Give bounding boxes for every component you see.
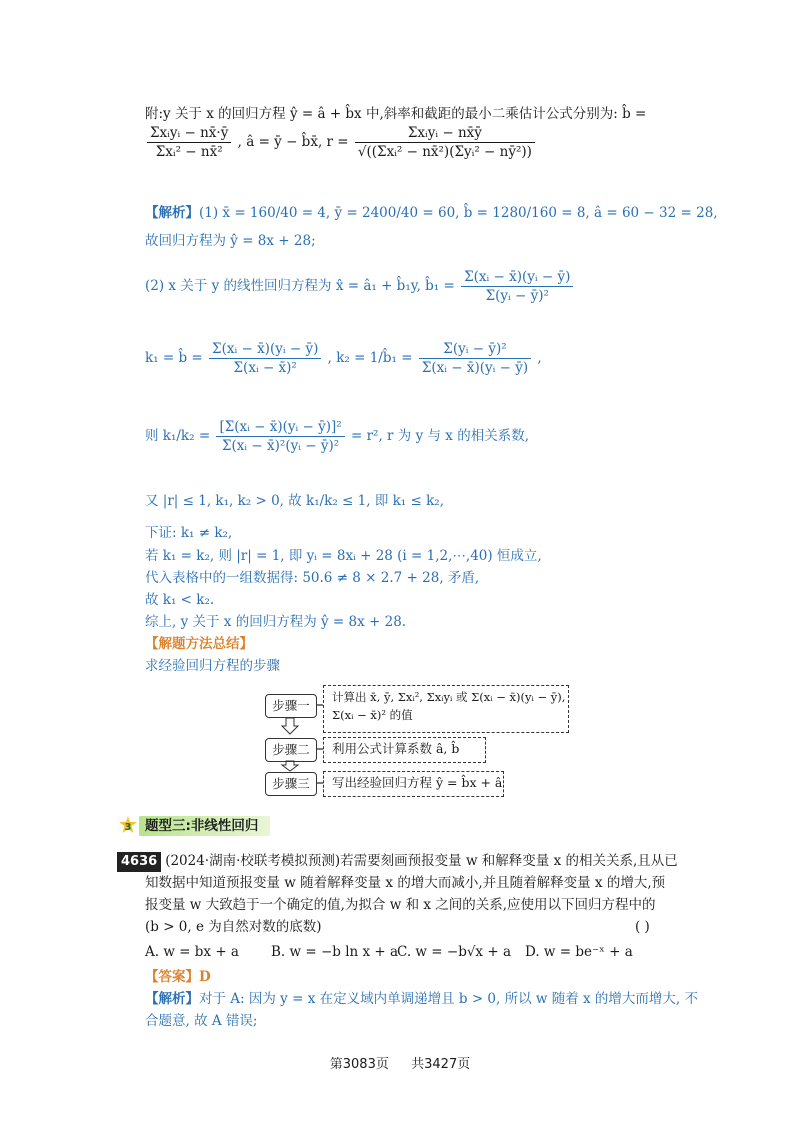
section-header [117,815,270,837]
question-line-1-text: (2024·湖南·校联考模拟预测)若需要刻画预报变量 w 和解释变量 x 的相关关系,且从已 [165,853,678,869]
solution-line-1 [145,202,718,224]
slope-fraction [147,124,231,161]
k-definitions [145,340,688,396]
intercept-formula: , â = ȳ − b̂x̄, r = [237,134,349,150]
k2-fraction [419,340,531,377]
down-arrow-icon-2 [282,761,298,771]
k2-label: , k₂ = 1/b̂₁ = [327,350,413,366]
solution-line-prove: 下证: k₁ ≠ k₂, [145,525,233,541]
k1-denominator: Σ(xᵢ − x̄)² [233,360,297,376]
step-3-desc: 写出经验回归方程 ŷ = b̂x + â [323,771,504,797]
ratio-fraction [216,418,344,455]
solution-line-so: 故 k₁ < k₂. [145,592,215,608]
solution-line-abs: 又 |r| ≤ 1, k₁, k₂ > 0, 故 k₁/k₂ ≤ 1, 即 k₁ ≤ k₂, [145,493,444,509]
r-fraction [355,124,535,161]
analysis-line-1 [145,988,699,1010]
question-line-4 [145,916,688,938]
step-1-desc [323,685,569,733]
question-line-1 [117,850,688,872]
appendix-intro-text: 附:y 关于 x 的回归方程 ŷ = â + b̂x 中,斜率和截距的最小二乘估计公式分别为: b̂ = [145,106,647,122]
analysis-line-2: 合题意, 故 A 错误; [145,1013,258,1029]
step-2-box: 步骤二 [265,738,317,762]
section-badge-number: 3 [124,822,132,833]
b1-denominator: Σ(yᵢ − ȳ)² [485,288,549,304]
k2-post: , [537,350,542,366]
ratio-post: = r², r 为 y 与 x 的相关系数, [351,428,529,444]
ratio-numerator: [Σ(xᵢ − x̄)(yᵢ − ȳ)]² [216,418,344,437]
answer-paren: ( ) [635,919,650,935]
method-title: 求经验回归方程的步骤 [145,658,280,674]
step-3-box: 步骤三 [265,772,317,796]
k1-label: k₁ = b̂ = [145,350,203,366]
option-a: A. w = bx + a [145,944,239,960]
solution-line-sub: 代入表格中的一组数据得: 50.6 ≠ 8 × 2.7 + 28, 矛盾, [145,570,480,586]
answer-tag: 【答案】 [145,969,199,985]
step-1-desc-line-2: Σ(xᵢ − x̄)² 的值 [332,708,413,722]
page-number: 第3083页 [329,1057,389,1072]
solution-line-1-text: (1) x̄ = 160/40 = 4, ȳ = 2400/40 = 60, b̂ = 1280/160 = 8, â = 60 − 32 = 28, [199,205,718,221]
question-line-2: 知数据中知道预报变量 w 随着解释变量 x 的增大而减小,并且随着解释变量 x 的增大,预 [145,875,666,891]
step-1-box: 步骤一 [265,694,317,718]
r-denominator: √((Σxᵢ² − nx̄²)(Σyᵢ² − nȳ²)) [357,144,532,160]
answer-value: D [199,969,211,985]
solution-line-3 [145,268,688,324]
option-d: D. w = be⁻ˣ + a [525,944,633,960]
question-line-3: 报变量 w 大致趋于一个确定的值,为拟合 w 和 x 之间的关系,应使用以下回归方程中的 [145,897,656,913]
method-summary-tag [145,633,688,655]
b1-fraction [461,268,573,305]
page-footer [0,1053,800,1072]
b1-numerator: Σ(xᵢ − x̄)(yᵢ − ȳ) [461,268,573,287]
solution-tag: 【解析】 [145,205,199,221]
k2-denominator: Σ(xᵢ − x̄)(yᵢ − ȳ) [421,360,529,376]
section-badge-icon [117,815,139,837]
answer-line [145,966,688,988]
option-c: C. w = −b√x + a [397,944,511,960]
step-1-desc-line-1: 计算出 x̄, ȳ, Σxᵢ², Σxᵢyᵢ 或 Σ(xᵢ − x̄)(yᵢ − ȳ), [332,690,566,704]
question-line-4-text: (b > 0, e 为自然对数的底数) [145,919,322,935]
down-arrow-icon-1 [282,718,298,734]
step-2-desc: 利用公式计算系数 â, b̂ [323,737,486,763]
solution-line-3-text: (2) x 关于 y 的线性回归方程为 x̂ = â₁ + b̂₁y, b̂₁ = [145,278,455,294]
analysis-tag: 【解析】 [145,991,199,1007]
solution-line-sum: 综上, y 关于 x 的回归方程为 ŷ = 8x + 28. [145,614,407,630]
question-number: 4636 [117,852,161,872]
page-total: 共3427页 [411,1057,471,1072]
method-tag: 【解题方法总结】 [145,636,253,652]
ratio-label: 则 k₁/k₂ = [145,428,211,444]
ratio-denominator: Σ(xᵢ − x̄)²(yᵢ − ȳ)² [222,438,340,454]
k1-numerator: Σ(xᵢ − x̄)(yᵢ − ȳ) [209,340,321,359]
analysis-line-1-text: 对于 A: 因为 y = x 在定义域内单调递增且 b > 0, 所以 w 随着 x 的增大而增大, 不 [199,991,699,1007]
appendix-intro [145,103,688,125]
slope-denominator: Σxᵢ² − nx̄² [155,144,223,160]
section-title: 题型三:非线性回归 [139,816,270,836]
r-numerator: Σxᵢyᵢ − nx̄ȳ [355,124,535,143]
k2-numerator: Σ(yᵢ − ȳ)² [419,340,531,359]
option-b: B. w = −b ln x + a [271,944,399,960]
ratio-line [145,418,688,474]
solution-line-2: 故回归方程为 ŷ = 8x + 28; [145,233,316,249]
appendix-formulas [145,124,688,184]
slope-numerator: Σxᵢyᵢ − nx̄·ȳ [147,124,231,143]
solution-line-if: 若 k₁ = k₂, 则 |r| = 1, 即 yᵢ = 8xᵢ + 28 (i = 1,2,⋯,40) 恒成立, [145,548,542,564]
k1-fraction [209,340,321,377]
